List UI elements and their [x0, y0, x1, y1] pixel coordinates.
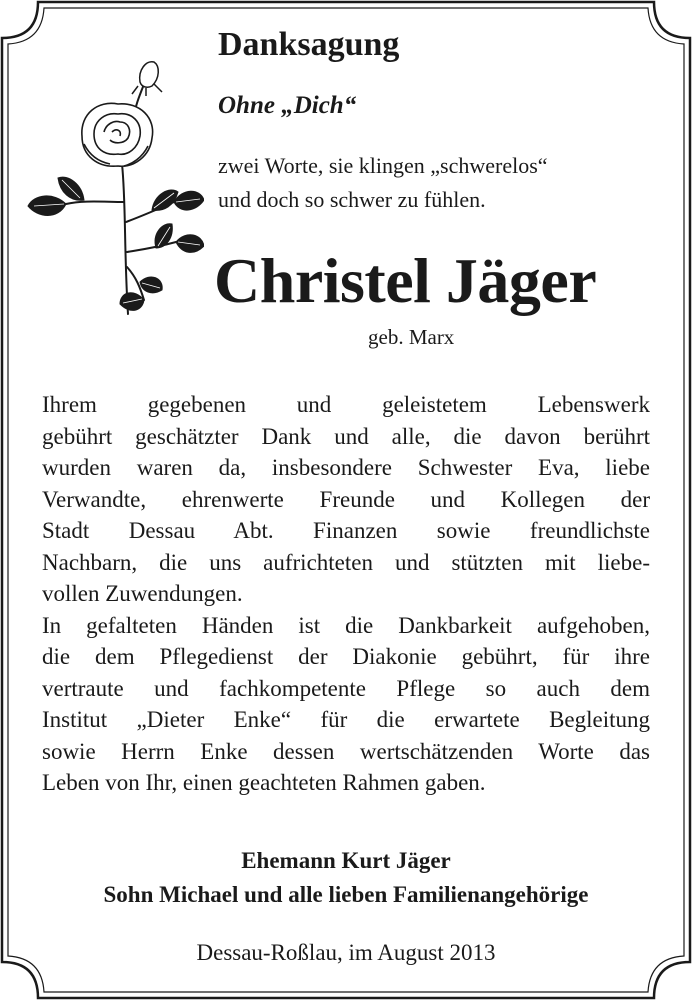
body-line: die dem Pflegedienst der Diakonie gebührt, für ihre — [42, 644, 650, 669]
body-line: Leben von Ihr, einen geachteten Rahmen gaben. — [42, 770, 486, 795]
poem-line: und doch so schwer zu fühlen. — [218, 187, 486, 212]
body-line: Verwandte, ehrenwerte Freunde und Kollegen der — [42, 486, 650, 512]
place-date: Dessau-Roßlau, im August 2013 — [196, 940, 496, 965]
body-line: Ihrem gegebenen und geleistetem Lebenswerk — [42, 392, 650, 417]
poem-line: zwei Worte, sie klingen „schwerelos“ — [218, 153, 548, 178]
body-line: Institut „Dieter Enke“ für die erwartete Begleitung — [42, 707, 650, 732]
subheading: Ohne „Dich“ — [218, 92, 357, 119]
heading: Danksagung — [218, 26, 400, 63]
deceased-name: Christel Jäger — [214, 245, 597, 316]
signature-line: Ehemann Kurt Jäger — [241, 848, 451, 873]
body-line: sowie Herrn Enke dessen wertschätzenden Worte das — [42, 738, 650, 764]
body-line: Stadt Dessau Abt. Finanzen sowie freundlichste — [42, 518, 650, 543]
body-line: gebührt geschätzter Dank und alle, die davon berührt — [42, 423, 650, 449]
body-text — [42, 389, 650, 799]
body-line: vollen Zuwendungen. — [42, 581, 243, 606]
body-line: vertraute und fachkompetente Pflege so auch dem — [42, 675, 650, 701]
body-line: Nachbarn, die uns aufrichteten und stützten mit liebe- — [42, 549, 650, 575]
rose-icon — [24, 52, 204, 322]
signature-line: Sohn Michael und alle lieben Familienangehörige — [103, 882, 589, 907]
birth-name: geb. Marx — [368, 325, 455, 349]
body-line: wurden waren da, insbesondere Schwester Eva, liebe — [42, 455, 650, 480]
body-line: In gefalteten Händen ist die Dankbarkeit aufgehoben, — [42, 612, 650, 638]
